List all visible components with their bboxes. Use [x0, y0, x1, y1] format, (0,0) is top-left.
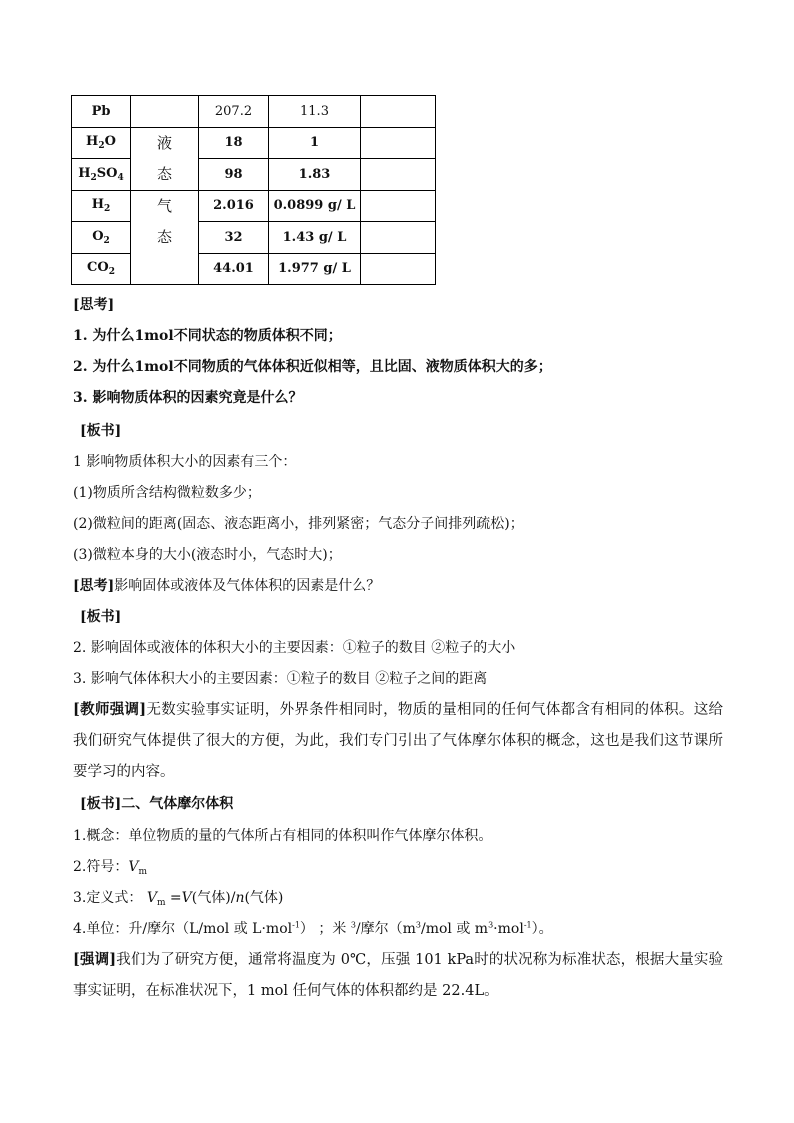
density-cell: 1.43 g/ L — [269, 222, 361, 254]
substance-properties-table — [71, 95, 436, 285]
table-row — [72, 190, 436, 222]
density-cell: 1.977 g/ L — [269, 253, 361, 285]
symbol-line: 2.符号：$V_m$ — [73, 859, 148, 877]
density-cell: 0.0899 g/ L — [269, 190, 361, 222]
concept-line: 1.概念：单位物质的量的气体所占有相同的体积叫作气体摩尔体积。 — [73, 828, 493, 844]
think-heading: [思考] — [73, 297, 115, 313]
volume-cell — [361, 253, 436, 285]
liquid-state-cell: 液 态 — [131, 127, 199, 190]
table-row — [72, 222, 436, 254]
think-text: 影响固体或液体及气体体积的因素是什么？ — [114, 578, 381, 594]
table-row — [72, 253, 436, 285]
volume-cell — [361, 190, 436, 222]
think-heading: [思考] — [73, 578, 115, 594]
standard-state-paragraph — [73, 944, 723, 1007]
substance-cell: $H_2$ — [72, 190, 131, 222]
density-cell: 1.83 — [269, 159, 361, 191]
substance-cell: $CO_2$ — [72, 253, 131, 285]
substance-cell: Pb — [72, 96, 131, 128]
volume-cell — [361, 96, 436, 128]
board-line: (3)微粒本身的大小(液态时小，气态时大)； — [73, 547, 342, 563]
density-cell: 11.3 — [269, 96, 361, 128]
board-line: (2)微粒间的距离(固态、液态距离小，排列紧密；气态分子间排列疏松)； — [73, 516, 524, 532]
volume-cell — [361, 127, 436, 159]
question-3: 3. 影响物质体积的因素究竟是什么？ — [73, 390, 303, 406]
table-row — [72, 159, 436, 191]
substance-cell: $O_2$ — [72, 222, 131, 254]
board-line: 3. 影响气体体积大小的主要因素：①粒子的数目 ②粒子之间的距离 — [73, 671, 488, 687]
gas-state-cell: 气 态 — [131, 190, 199, 285]
unit-line: 4.单位：升/摩尔（L/mol 或 L·mol$^{-1}$） ；米 $^3$/摩尔（$m^3$/mol 或 $m^3\cdot mol^{-1}$）。 — [73, 920, 553, 937]
question-1: 1. 为什么1mol不同状态的物质体积不同； — [73, 328, 342, 344]
emphasis-heading: [强调] — [73, 951, 117, 968]
volume-cell — [361, 222, 436, 254]
teacher-emphasis-paragraph — [73, 694, 723, 788]
molar-mass-cell: 98 — [199, 159, 269, 191]
molar-mass-cell: 207.2 — [199, 96, 269, 128]
board-heading: [板书] — [80, 609, 122, 625]
molar-mass-cell: 18 — [199, 127, 269, 159]
substance-cell: $H_2O$ — [72, 127, 131, 159]
substance-cell: $H_2SO_4$ — [72, 159, 131, 191]
molar-mass-cell: 32 — [199, 222, 269, 254]
volume-cell — [361, 159, 436, 191]
density-cell: 1 — [269, 127, 361, 159]
molar-mass-cell: 2.016 — [199, 190, 269, 222]
board-line: 1 影响物质体积大小的因素有三个： — [73, 454, 297, 470]
emphasis-text: 我们为了研究方便，通常将温度为 0℃，压强 101 kPa时的状况称为标准状态，根据大量实验事实证明，在标准状况下，1 mol 任何气体的体积都约是 22.4L。 — [73, 952, 723, 999]
formula-line: 3.定义式： $V_m =V$(气体)/n(气体) — [73, 890, 284, 908]
board-line: (1)物质所含结构微粒数多少； — [73, 485, 261, 501]
table-row — [72, 127, 436, 159]
think-question — [73, 575, 380, 595]
table-row — [72, 96, 436, 128]
board-line: 2. 影响固体或液体的体积大小的主要因素：①粒子的数目 ②粒子的大小 — [73, 640, 516, 656]
emphasis-text: 无数实验事实证明，外界条件相同时，物质的量相同的任何气体都含有相同的体积。这给我们研究气体提供了很大的方便，为此，我们专门引出了气体摩尔体积的概念，这也是我们这节课所要学习的内容。 — [73, 702, 723, 780]
question-2: 2. 为什么1mol不同物质的气体体积近似相等，且比固、液物质体积大的多； — [73, 359, 552, 375]
board-heading: [板书] — [80, 423, 122, 439]
emphasis-heading: [教师强调] — [73, 701, 147, 718]
molar-mass-cell: 44.01 — [199, 253, 269, 285]
section-heading: [板书]二、气体摩尔体积 — [80, 796, 234, 812]
state-cell — [131, 96, 199, 128]
